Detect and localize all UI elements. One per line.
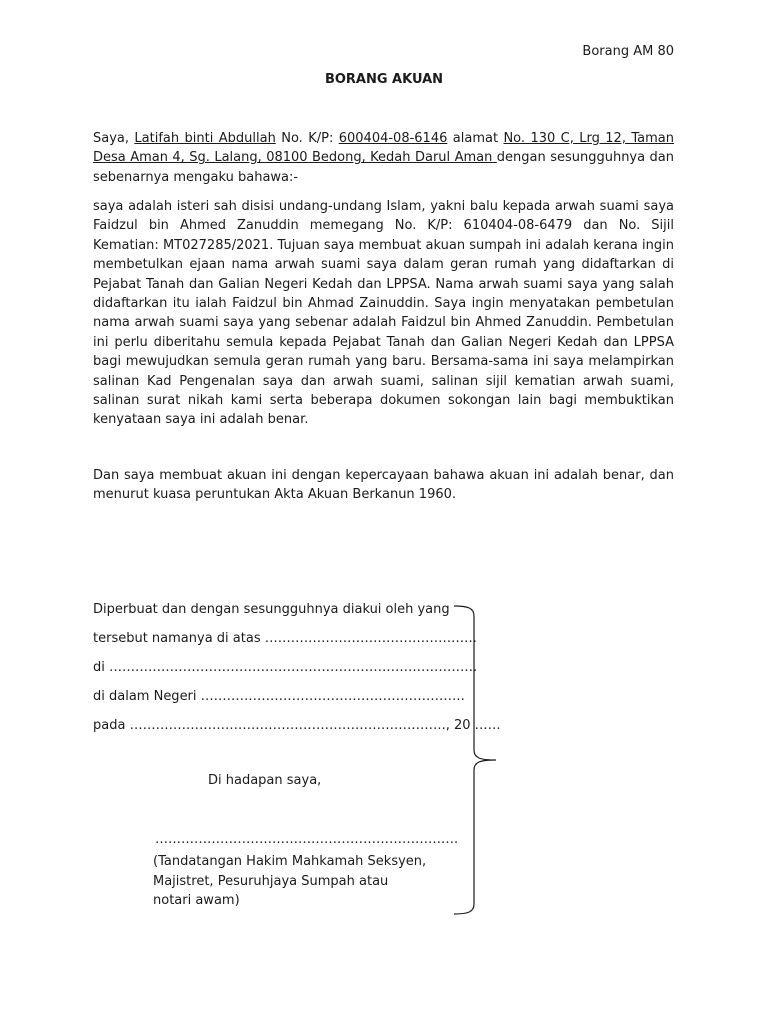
kp-label: No. K/P: — [275, 131, 339, 146]
address-label: alamat — [447, 131, 504, 146]
declarant-kp-number: 600404-08-6146 — [338, 131, 448, 146]
officer-caption-line-3: notari awam) — [153, 893, 240, 908]
form-number: Borang AM 80 — [582, 44, 674, 59]
right-brace — [448, 602, 500, 920]
officer-caption — [153, 852, 426, 911]
statement-paragraph: saya adalah isteri sah disisi undang-undang Islam, yakni balu kepada arwah suami saya Faidzul bin Ahmed Zanuddin memegang No. K/P: 610404-08-6479 dan No. Sijil Kematian: MT027285/2021. Tujuan saya membuat akuan sumpah ini adalah kerana ingin membetulkan ejaan nama arwah suami saya dalam geran rumah yang didaftarkan di Pejabat Tanah dan Galian Negeri Kedah dan LPPSA. Nama arwah suami saya yang salah didaftarkan itu ialah Faidzul bin Ahmad Zainuddin. Saya ingin menyatakan pembetulan nama arwah suami saya yang sebenar adalah Faidzul bin Ahmed Zanuddin. Pembetulan ini perlu diberitahu semula kepada Pejabat Tanah dan Galian Negeri Kedah dan LPPSA bagi mewujudkan semula geran rumah yang baru. Bersama-sama ini saya melampirkan salinan Kad Pengenalan saya dan arwah suami, salinan sijil kematian arwah suami, salinan surat nikah kami serta beberapa dokumen sokongan lain bagi membuktikan kenyataan saya ini adalah benar. — [93, 199, 674, 428]
signature-line-state: di dalam Negeri ……………………………………………………. — [93, 689, 465, 704]
before-me-label: Di hadapan saya, — [208, 773, 322, 788]
signature-line-1: Diperbuat dan dengan sesungguhnya diakui oleh yang — [93, 602, 450, 617]
officer-signature-line: ……………………………………………………………. — [155, 832, 459, 847]
closing-paragraph: Dan saya membuat akuan ini dengan kepercayaan bahawa akuan ini adalah benar, dan menurut kuasa peruntukan Akta Akuan Berkanun 1960. — [93, 468, 674, 503]
signature-line-name: tersebut namanya di atas …………………………………………. — [93, 631, 477, 646]
intro-paragraph — [93, 129, 674, 187]
document-title: BORANG AKUAN — [324, 72, 444, 87]
officer-caption-line-2: Majistret, Pesuruhjaya Sumpah atau — [153, 873, 389, 889]
intro-suffix: dengan sesungguhnya dan sebenarnya mengaku bahawa:- — [93, 150, 674, 185]
intro-prefix: Saya, — [93, 131, 135, 146]
officer-caption-line-1: (Tandatangan Hakim Mahkamah Seksyen, — [153, 854, 427, 869]
signature-line-date: pada ………………………………………………………………., 20 …… — [93, 718, 501, 733]
signature-line-place: di …………………………………………………………………………. — [93, 660, 478, 675]
declarant-address: No. 130 C, Lrg 12, Taman Desa Aman 4, Sg. Lalang, 08100 Bedong, Kedah Darul Aman — [93, 131, 674, 166]
declarant-name: Latifah binti Abdullah — [134, 131, 276, 146]
